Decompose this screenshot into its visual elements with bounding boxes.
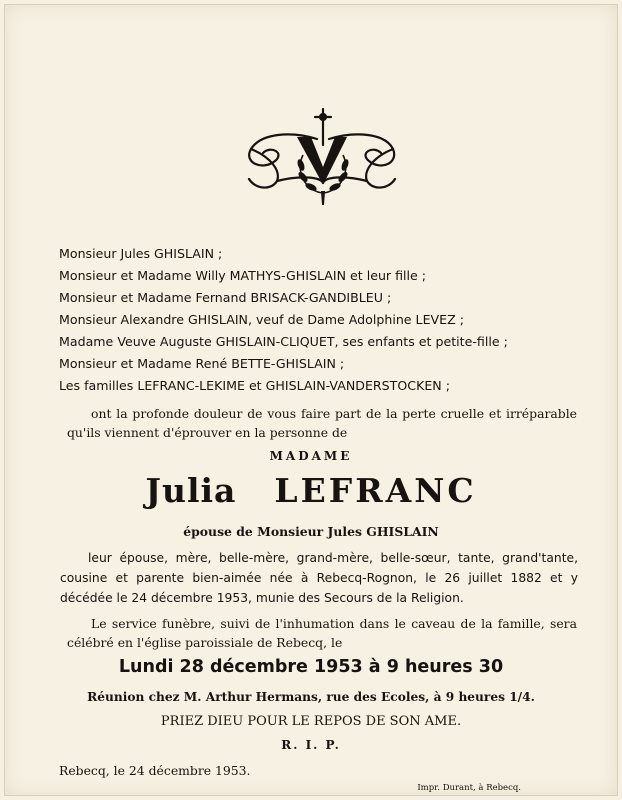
cross-wreath-emblem: [241, 105, 401, 213]
rip-line: R. I. P.: [281, 738, 341, 752]
service-date: Lundi 28 décembre 1953 à 9 heures 30: [118, 657, 504, 677]
mourner-line: Monsieur et Madame Willy MATHYS-GHISLAIN et leur fille ;: [59, 268, 427, 283]
mourner-line: Les familles LEFRANC-LEKIME et GHISLAIN-VANDERSTOCKEN ;: [59, 378, 450, 393]
mourner-line: Monsieur Alexandre GHISLAIN, veuf de Dame Adolphine LEVEZ ;: [59, 312, 464, 327]
funeral-notice-card: [4, 4, 618, 796]
intro-paragraph: ont la profonde douleur de vous faire part de la perte cruelle et irréparable qu'ils viennent d'éprouver en la personne de: [67, 406, 577, 440]
mourner-line: Monsieur Jules GHISLAIN ;: [59, 246, 223, 261]
mourner-line: Madame Veuve Auguste GHISLAIN-CLIQUET, ses enfants et petite-fille ;: [59, 334, 508, 349]
service-paragraph: Le service funèbre, suivi de l'inhumation dans le caveau de la famille, sera célébré en l'église paroissiale de Rebecq, le: [67, 616, 577, 650]
relation-paragraph: leur épouse, mère, belle-mère, grand-mère, belle-sœur, tante, grand'tante, cousine et parente bien-aimée née à Rebecq-Rognon, le 26 juillet 1882 et y décédée le 24 décembre 1953, munie des Secours de la Religion.: [60, 551, 578, 605]
mourner-line: Monsieur et Madame René BETTE-GHISLAIN ;: [59, 356, 345, 371]
reunion-line: Réunion chez M. Arthur Hermans, rue des Ecoles, à 9 heures 1/4.: [87, 690, 535, 704]
printer-credit: Impr. Durant, à Rebecq.: [417, 783, 521, 793]
place-date: Rebecq, le 24 décembre 1953.: [59, 763, 251, 778]
prayer-line: PRIEZ DIEU POUR LE REPOS DE SON AME.: [160, 714, 462, 729]
deceased-first-name: Julia: [145, 471, 237, 510]
deceased-title: MADAME: [269, 449, 353, 463]
mourner-line: Monsieur et Madame Fernand BRISACK-GANDIBLEU ;: [59, 290, 392, 305]
mourners-list: [59, 243, 579, 397]
deceased-last-name: LEFRANC: [274, 471, 477, 510]
spouse-line: épouse de Monsieur Jules GHISLAIN: [183, 524, 439, 539]
deceased-name: [5, 471, 617, 510]
